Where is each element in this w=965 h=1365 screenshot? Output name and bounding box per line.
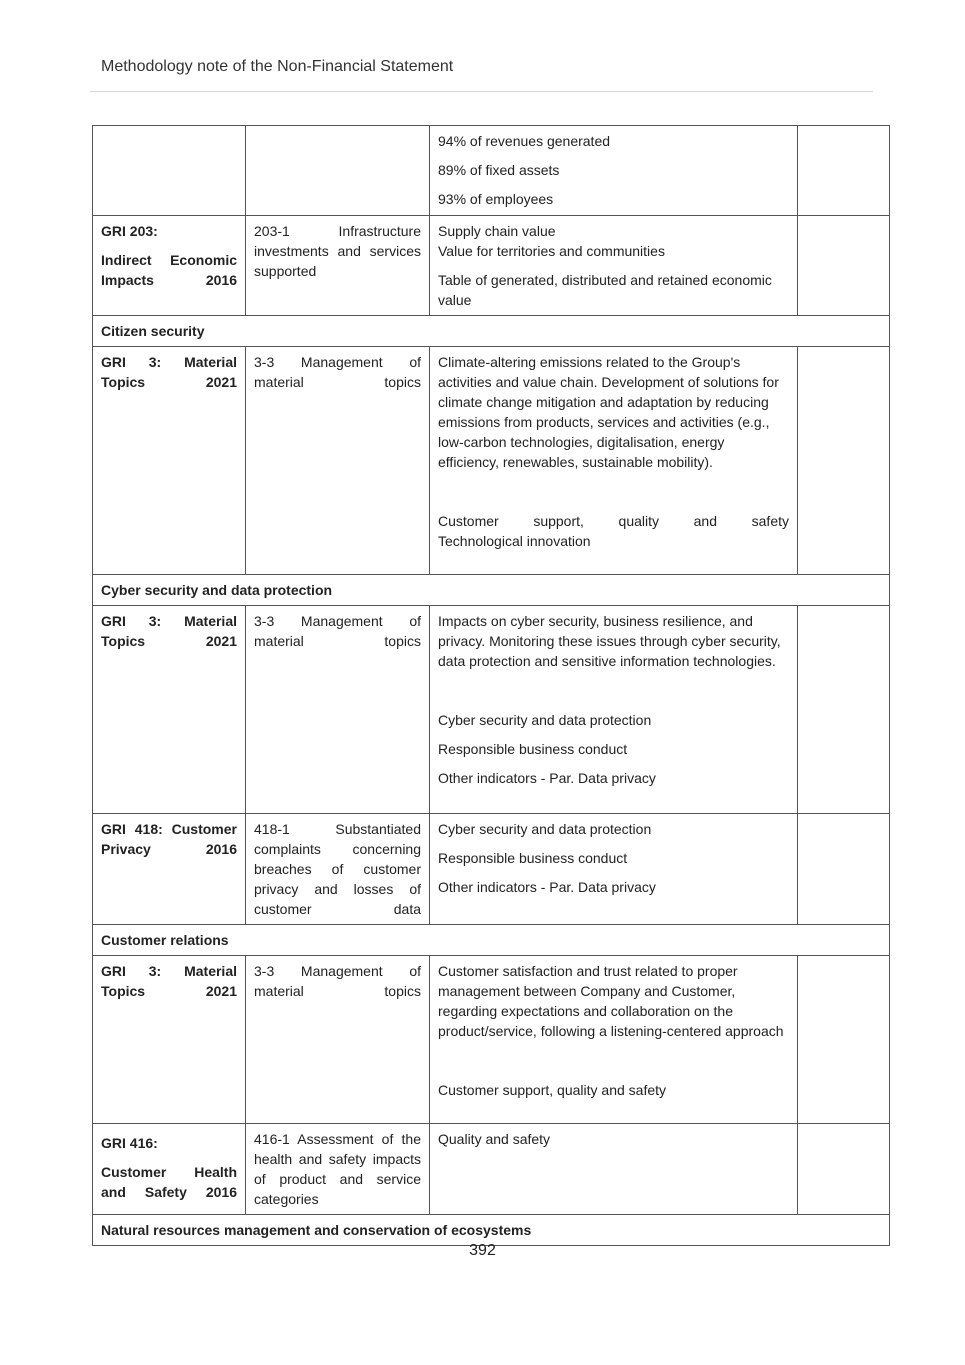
disclosure-cell xyxy=(246,216,430,316)
content-location-cell xyxy=(430,606,798,814)
content-line: Value for territories and communities xyxy=(438,243,665,259)
content-line: Technological innovation xyxy=(438,533,591,549)
notes-cell xyxy=(798,814,890,925)
standard-title: GRI 3: Material Topics 2021 xyxy=(101,963,237,999)
standard-title: GRI 3: Material Topics 2021 xyxy=(101,354,237,390)
section-row xyxy=(93,575,890,606)
table-row xyxy=(93,126,890,216)
disclosure-cell xyxy=(246,1124,430,1215)
notes-cell xyxy=(798,1124,890,1215)
content-line: Other indicators - Par. Data privacy xyxy=(438,770,656,786)
header-divider xyxy=(90,91,873,92)
spacer xyxy=(438,671,789,710)
page-number: 392 xyxy=(469,1242,496,1259)
disclosure-cell xyxy=(246,956,430,1124)
standard-title: GRI 418: Customer Privacy 2016 xyxy=(101,821,237,857)
content-line: Responsible business conduct xyxy=(438,850,628,866)
content-line: Supply chain value xyxy=(438,223,556,239)
notes-cell xyxy=(798,956,890,1124)
disclosure-text: 416-1 Assessment of the health and safety impacts of product and service categories xyxy=(254,1131,421,1207)
table-row xyxy=(93,347,890,575)
gri-standard-cell xyxy=(93,1124,246,1215)
content-line: 94% of revenues generated xyxy=(438,133,611,149)
table-row xyxy=(93,606,890,814)
section-title: Citizen security xyxy=(93,316,890,347)
gri-content-index-table xyxy=(92,125,890,1246)
section-title: Natural resources management and conservation of ecosystems xyxy=(93,1215,890,1246)
content-paragraph: Climate-altering emissions related to the Group's activities and value chain. Development of solutions for climate change mitigation and adaptation by reducing emissions from products, services and activities (e.g., low-carbon technologies, digitalisation, energy efficiency, renewables, sustainable mobility). xyxy=(438,354,779,470)
standard-title: Customer Health and Safety 2016 xyxy=(101,1164,237,1200)
content-line: Quality and safety xyxy=(438,1131,551,1147)
section-title: Cyber security and data protection xyxy=(93,575,890,606)
gri-standard-cell xyxy=(93,126,246,216)
content-location-cell xyxy=(430,216,798,316)
content-line: Responsible business conduct xyxy=(438,741,628,757)
notes-cell xyxy=(798,606,890,814)
content-line: Cyber security and data protection xyxy=(438,821,652,837)
content-location-cell xyxy=(430,956,798,1124)
content-location-cell xyxy=(430,126,798,216)
section-row xyxy=(93,316,890,347)
gri-standard-cell xyxy=(93,347,246,575)
content-line: Table of generated, distributed and retained economic value xyxy=(438,272,772,308)
disclosure-cell xyxy=(246,126,430,216)
notes-cell xyxy=(798,347,890,575)
gri-standard-cell xyxy=(93,216,246,316)
spacer xyxy=(438,472,789,511)
content-line: Other indicators - Par. Data privacy xyxy=(438,879,656,895)
gri-standard-cell xyxy=(93,956,246,1124)
disclosure-text: 3-3 Management of material topics xyxy=(254,613,421,649)
table-row xyxy=(93,1124,890,1215)
content-line: Cyber security and data protection xyxy=(438,712,652,728)
spacer xyxy=(438,1041,789,1080)
section-row xyxy=(93,1215,890,1246)
disclosure-cell xyxy=(246,606,430,814)
standard-title: GRI 3: Material Topics 2021 xyxy=(101,613,237,649)
section-title: Customer relations xyxy=(93,925,890,956)
table-row xyxy=(93,216,890,316)
disclosure-text: 3-3 Management of material topics xyxy=(254,963,421,999)
disclosure-cell xyxy=(246,814,430,925)
gri-standard-cell xyxy=(93,606,246,814)
content-line: 89% of fixed assets xyxy=(438,162,560,178)
notes-cell xyxy=(798,126,890,216)
gri-standard-cell xyxy=(93,814,246,925)
disclosure-cell xyxy=(246,347,430,575)
disclosure-text: 3-3 Management of material topics xyxy=(254,354,421,390)
disclosure-text: 418-1 Substantiated complaints concerning breaches of customer privacy and losses of customer data xyxy=(254,821,421,917)
content-location-cell xyxy=(430,1124,798,1215)
section-row xyxy=(93,925,890,956)
content-location-cell xyxy=(430,347,798,575)
table-row xyxy=(93,956,890,1124)
disclosure-text: 203-1 Infrastructure investments and services supported xyxy=(254,223,421,279)
content-line: Customer support, quality and safety xyxy=(438,513,789,529)
table-row xyxy=(93,814,890,925)
page-header-title: Methodology note of the Non-Financial Statement xyxy=(101,58,454,75)
standard-code: GRI 203: xyxy=(101,223,158,239)
notes-cell xyxy=(798,216,890,316)
content-paragraph: Impacts on cyber security, business resilience, and privacy. Monitoring these issues through cyber security, data protection and sensitive information technologies. xyxy=(438,613,781,669)
standard-code: GRI 416: xyxy=(101,1135,158,1151)
content-location-cell xyxy=(430,814,798,925)
content-line: Customer support, quality and safety xyxy=(438,1082,667,1098)
standard-title: Indirect Economic Impacts 2016 xyxy=(101,252,237,288)
content-paragraph: Customer satisfaction and trust related to proper management between Company and Customer, regarding expectations and collaboration on the product/service, following a listening-centered approach xyxy=(438,963,784,1039)
content-line: 93% of employees xyxy=(438,191,554,207)
